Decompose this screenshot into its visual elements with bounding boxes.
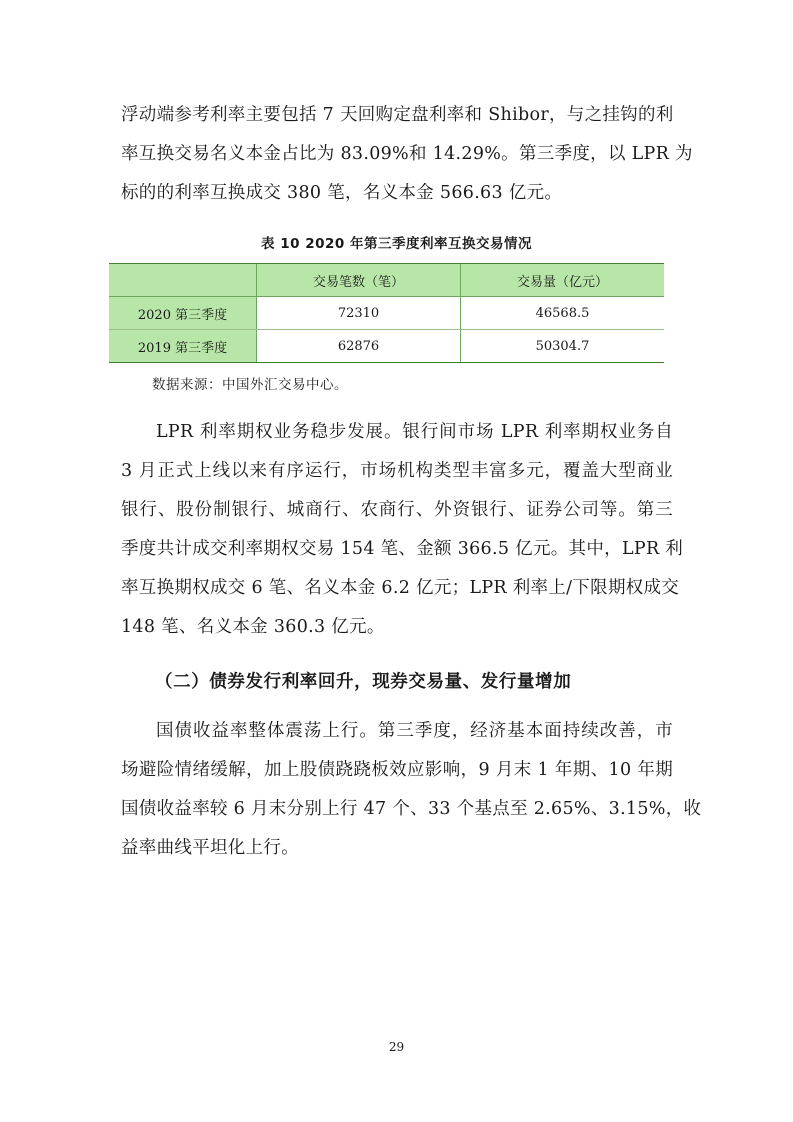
table-cell-period: 2020 第三季度 [109,297,257,330]
table-cell-period: 2019 第三季度 [109,330,257,363]
text-line: 国债收益率较 6 月末分别上行 47 个、33 个基点至 2.65%、3.15%，收 [121,799,702,819]
table-cell-volume: 50304.7 [461,330,665,363]
text-line: 率互换期权成交 6 笔、名义本金 6.2 亿元；LPR 利率上/下限期权成交 [121,578,680,598]
text-line: 银行、股份制银行、城商行、农商行、外资银行、证券公司等。第三 [121,500,673,520]
table-row [109,330,664,363]
text-line: 标的的利率互换成交 380 笔，名义本金 566.63 亿元。 [121,183,563,203]
table-caption: 表 10 2020 年第三季度利率互换交易情况 [261,236,532,252]
table-cell-volume: 46568.5 [461,297,665,330]
section-heading: （二）债券发行利率回升，现券交易量、发行量增加 [155,672,572,692]
text-line: 浮动端参考利率主要包括 7 天回购定盘利率和 Shibor，与之挂钩的利 [121,105,674,125]
paragraph-interest-rate-swap [121,96,693,213]
paragraph-lpr-options [121,413,684,647]
text-line: 益率曲线平坦化上行。 [121,838,299,858]
text-line: 3 月正式上线以来有序运行，市场机构类型丰富多元，覆盖大型商业 [121,461,673,481]
swap-trading-table [109,263,664,363]
table-header-row [109,264,664,297]
table-source-note: 数据来源：中国外汇交易中心。 [152,377,348,393]
table-cell-count: 72310 [257,297,461,330]
text-line: 季度共计成交利率期权交易 154 笔、金额 366.5 亿元。其中，LPR 利 [121,539,684,559]
table-row [109,297,664,330]
paragraph-bond-yield [121,712,702,868]
text-line: 率互换交易名义本金占比为 83.09%和 14.29%。第三季度，以 LPR 为 [121,144,693,164]
table-header-count: 交易笔数（笔） [257,264,461,297]
text-line: 场避险情绪缓解，加上股债跷跷板效应影响，9 月末 1 年期、10 年期 [121,760,673,780]
text-line: 148 笔、名义本金 360.3 亿元。 [121,617,385,637]
page-number: 29 [388,1040,405,1054]
text-line: 国债收益率整体震荡上行。第三季度，经济基本面持续改善，市 [156,721,673,741]
table-header-volume: 交易量（亿元） [461,264,665,297]
text-line: LPR 利率期权业务稳步发展。银行间市场 LPR 利率期权业务自 [156,422,673,442]
table-cell-count: 62876 [257,330,461,363]
table-header-empty [109,264,257,297]
